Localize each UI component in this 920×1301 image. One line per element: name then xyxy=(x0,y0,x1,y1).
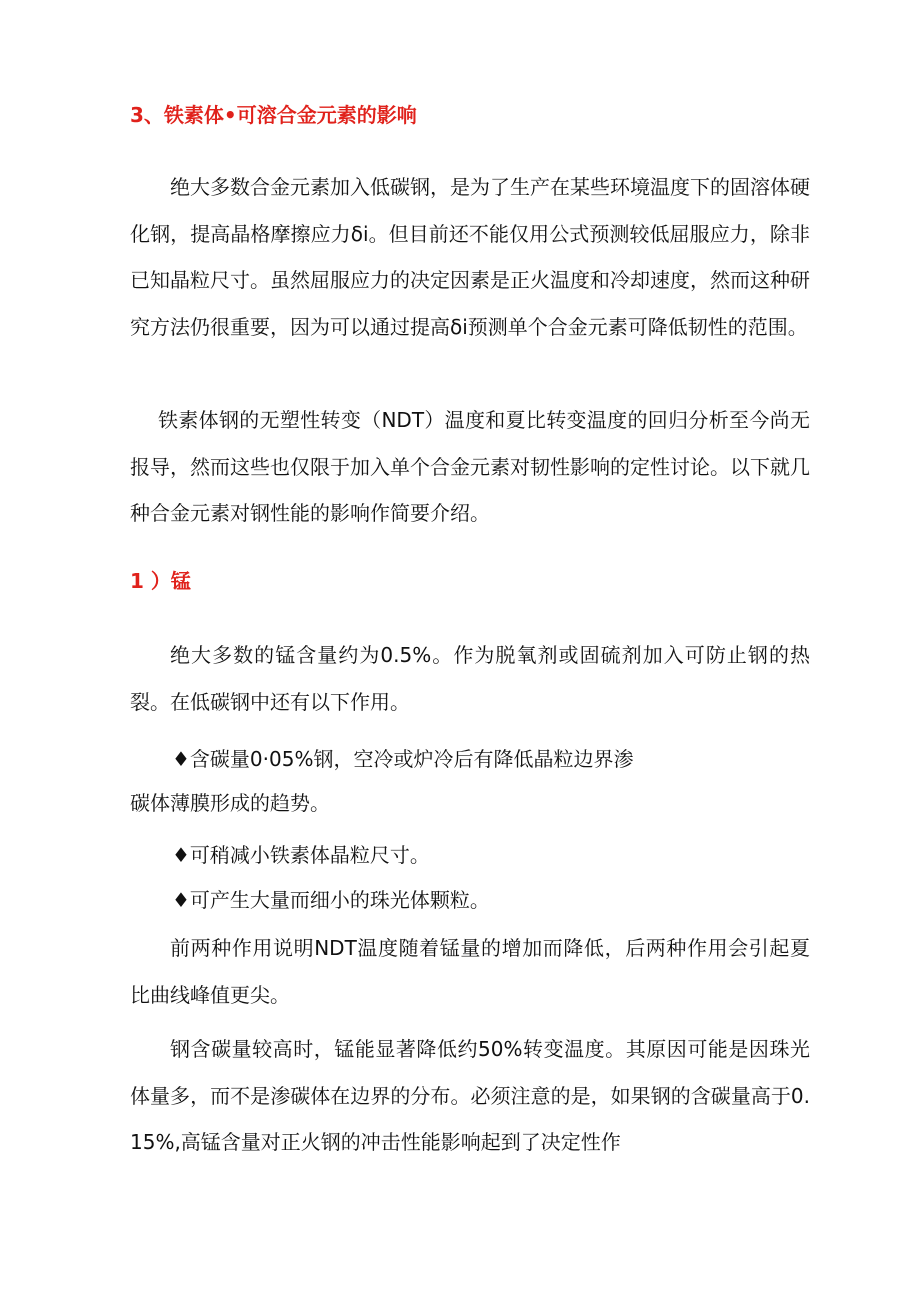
paragraph-intro: 绝大多数合金元素加入低碳钢，是为了生产在某些环境温度下的固溶体硬化钢，提高晶格摩擦应力δi。但目前还不能仅用公式预测较低屈服应力，除非已知晶粒尺寸。虽然屈服应力的决定因素是正火温度和冷却速度，然而这种研究方法仍很重要，因为可以通过提高δi预测单个合金元素可降低韧性的范围。 xyxy=(130,175,810,339)
paragraph-high-carbon: 钢含碳量较高时，锰能显著降低约50%转变温度。其原因可能是因珠光体量多，而不是渗碳体在边界的分布。必须注意的是，如果钢的含碳量高于0.15%,高锰含量对正火钢的冲击性能影响起到了决定性作 xyxy=(130,1037,810,1154)
paragraph-ndt-regression: 铁素体钢的无塑性转变（NDT）温度和夏比转变温度的回归分析至今尚无报导，然而这些也仅限于加入单个合金元素对韧性影响的定性讨论。以下就几种合金元素对钢性能的影响作简要介绍。 xyxy=(130,408,810,525)
subsection-heading-manganese: 1 ）锰 xyxy=(130,569,191,593)
bullet-item-grain-size: ♦可稍减小铁素体晶粒尺寸。 xyxy=(172,843,430,867)
section-heading: 3、铁素体•可溶合金元素的影响 xyxy=(130,103,417,127)
paragraph-ndt-temperature: 前两种作用说明NDT温度随着锰量的增加而降低，后两种作用会引起夏比曲线峰值更尖。 xyxy=(130,936,810,1007)
bullet-item-carbide-film: ♦含碳量0·05%钢，空冷或炉冷后有降低晶粒边界渗 xyxy=(172,747,634,771)
bullet-item-carbide-film-continued: 碳体薄膜形成的趋势。 xyxy=(130,791,330,815)
bullet-item-pearlite: ♦可产生大量而细小的珠光体颗粒。 xyxy=(172,888,490,912)
paragraph-manganese-content: 绝大多数的锰含量约为0.5%。作为脱氧剂或固硫剂加入可防止钢的热裂。在低碳钢中还有以下作用。 xyxy=(130,643,810,714)
